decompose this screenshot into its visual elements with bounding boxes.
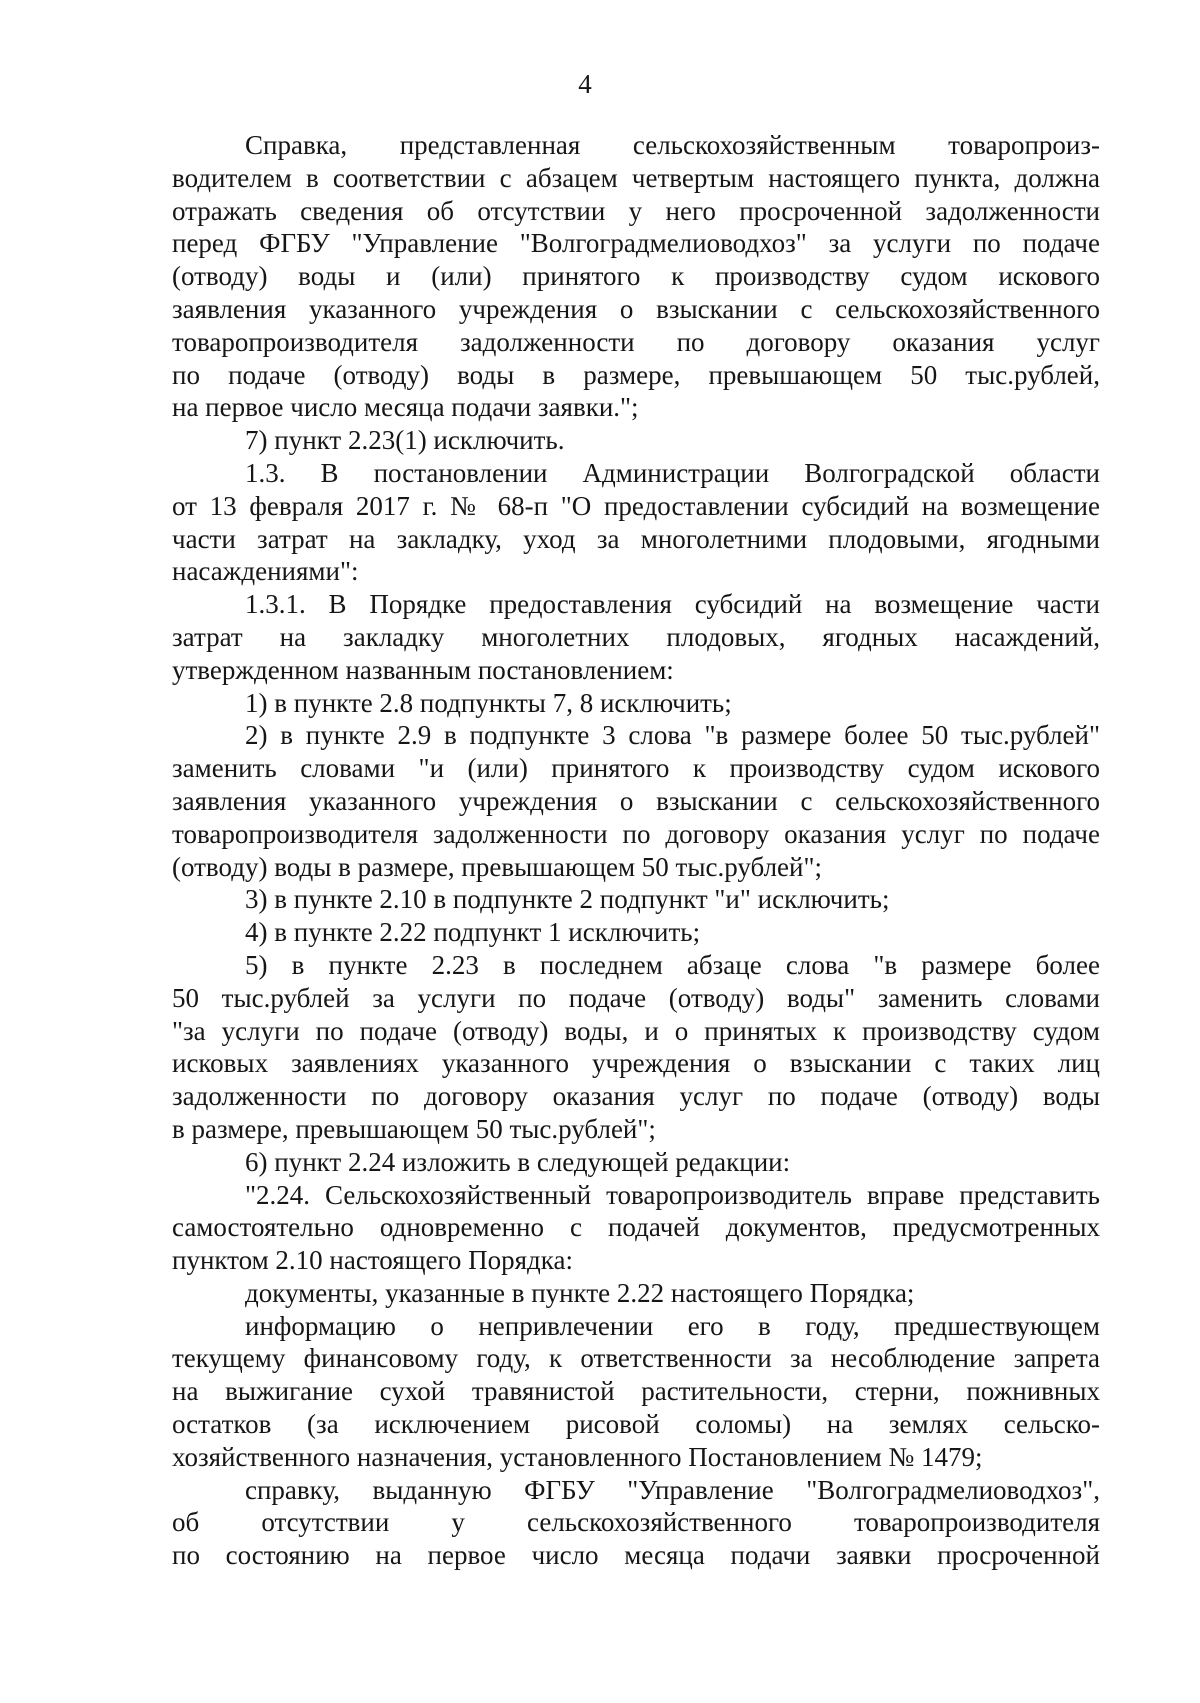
text-line: затрат на закладку многолетних плодовых, ягодных насаждений,: [172, 621, 1100, 652]
text-line: 6) пункт 2.24 изложить в следующей редакции:: [245, 1146, 791, 1177]
paragraph: [172, 949, 1100, 1146]
paragraph: [172, 1179, 1100, 1277]
text-line: 7) пункт 2.23(1) исключить.: [245, 425, 565, 456]
paragraph: [172, 687, 1100, 720]
text-line: документы, указанные в пункте 2.22 настоящего Порядка;: [245, 1277, 915, 1308]
paragraph: [172, 719, 1100, 883]
text-line: исковых заявлениях указанного учреждения о взыскании с таких лиц: [172, 1048, 1100, 1079]
text-line: 1) в пункте 2.8 подпункты 7, 8 исключить;: [245, 687, 732, 718]
text-line: насаждениями":: [172, 556, 359, 587]
text-line: заявления указанного учреждения о взыскании с сельскохозяйственного: [172, 293, 1100, 324]
text-line: от 13 февраля 2017 г. № 68-п "О предоставлении субсидий на возмещение: [172, 490, 1100, 521]
text-line: об отсутствии у сельскохозяйственного товаропроизводителя: [172, 1507, 1100, 1538]
text-line: в размере, превышающем 50 тыс.рублей";: [172, 1113, 656, 1144]
page-number: 4: [578, 69, 592, 99]
text-line: 5) в пункте 2.23 в последнем абзаце слова "в размере более: [245, 949, 1100, 980]
text-line: "за услуги по подаче (отводу) воды, и о принятых к производству судом: [172, 1015, 1100, 1046]
paragraph: [172, 1146, 1100, 1179]
text-line: (отводу) воды в размере, превышающем 50 тыс.рублей";: [172, 851, 823, 882]
text-line: самостоятельно одновременно с подачей документов, предусмотренных: [172, 1212, 1100, 1243]
text-line: части затрат на закладку, уход за многолетними плодовыми, ягодными: [172, 523, 1100, 554]
text-line: утвержденном названным постановлением:: [172, 654, 674, 685]
text-line: 1.3. В постановлении Администрации Волгоградской области: [245, 457, 1100, 488]
paragraph: [172, 1310, 1100, 1474]
text-line: водителем в соответствии с абзацем четвертым настоящего пункта, должна: [172, 162, 1100, 193]
text-line: по подаче (отводу) воды в размере, превышающем 50 тыс.рублей,: [172, 359, 1100, 390]
text-line: "2.24. Сельскохозяйственный товаропроизводитель вправе представить: [245, 1179, 1100, 1210]
paragraph: [172, 916, 1100, 949]
text-line: задолженности по договору оказания услуг по подаче (отводу) воды: [172, 1081, 1100, 1112]
paragraph: [172, 129, 1100, 424]
text-line: остатков (за исключением рисовой соломы) на землях сельско-: [172, 1409, 1100, 1440]
text-line: товаропроизводителя задолженности по договору оказания услуг: [172, 326, 1100, 357]
paragraph: [172, 424, 1100, 457]
text-line: информацию о непривлечении его в году, предшествующем: [245, 1310, 1100, 1341]
text-line: 1.3.1. В Порядке предоставления субсидий на возмещение части: [245, 589, 1100, 620]
text-line: 50 тыс.рублей за услуги по подаче (отводу) воды" заменить словами: [172, 982, 1100, 1013]
text-line: заменить словами "и (или) принятого к производству судом искового: [172, 753, 1100, 784]
text-line: перед ФГБУ "Управление "Волгоградмелиоводхоз" за услуги по подаче: [172, 228, 1100, 259]
paragraph: [172, 1474, 1100, 1572]
text-line: заявления указанного учреждения о взыскании с сельскохозяйственного: [172, 785, 1100, 816]
document-body: [172, 129, 1100, 1572]
paragraph: [172, 1277, 1100, 1310]
text-line: справку, выданную ФГБУ "Управление "Волгоградмелиоводхоз",: [245, 1474, 1100, 1505]
text-line: (отводу) воды и (или) принятого к производству судом искового: [172, 261, 1100, 292]
text-line: на первое число месяца подачи заявки.";: [172, 392, 639, 423]
text-line: 2) в пункте 2.9 в подпункте 3 слова "в размере более 50 тыс.рублей": [245, 720, 1100, 751]
paragraph: [172, 457, 1100, 588]
paragraph: [172, 883, 1100, 916]
text-line: по состоянию на первое число месяца подачи заявки просроченной: [172, 1540, 1100, 1571]
paragraph: [172, 588, 1100, 686]
text-line: текущему финансовому году, к ответственности за несоблюдение запрета: [172, 1343, 1100, 1374]
text-line: пунктом 2.10 настоящего Порядка:: [172, 1245, 573, 1276]
text-line: 3) в пункте 2.10 в подпункте 2 подпункт "и" исключить;: [245, 884, 890, 915]
text-line: 4) в пункте 2.22 подпункт 1 исключить;: [245, 917, 701, 948]
text-line: отражать сведения об отсутствии у него просроченной задолженности: [172, 195, 1100, 226]
text-line: хозяйственного назначения, установленного Постановлением № 1479;: [172, 1441, 983, 1472]
text-line: товаропроизводителя задолженности по договору оказания услуг по подаче: [172, 818, 1100, 849]
text-line: Справка, представленная сельскохозяйственным товаропроиз-: [245, 130, 1100, 160]
text-line: на выжигание сухой травянистой растительности, стерни, пожнивных: [172, 1376, 1100, 1407]
